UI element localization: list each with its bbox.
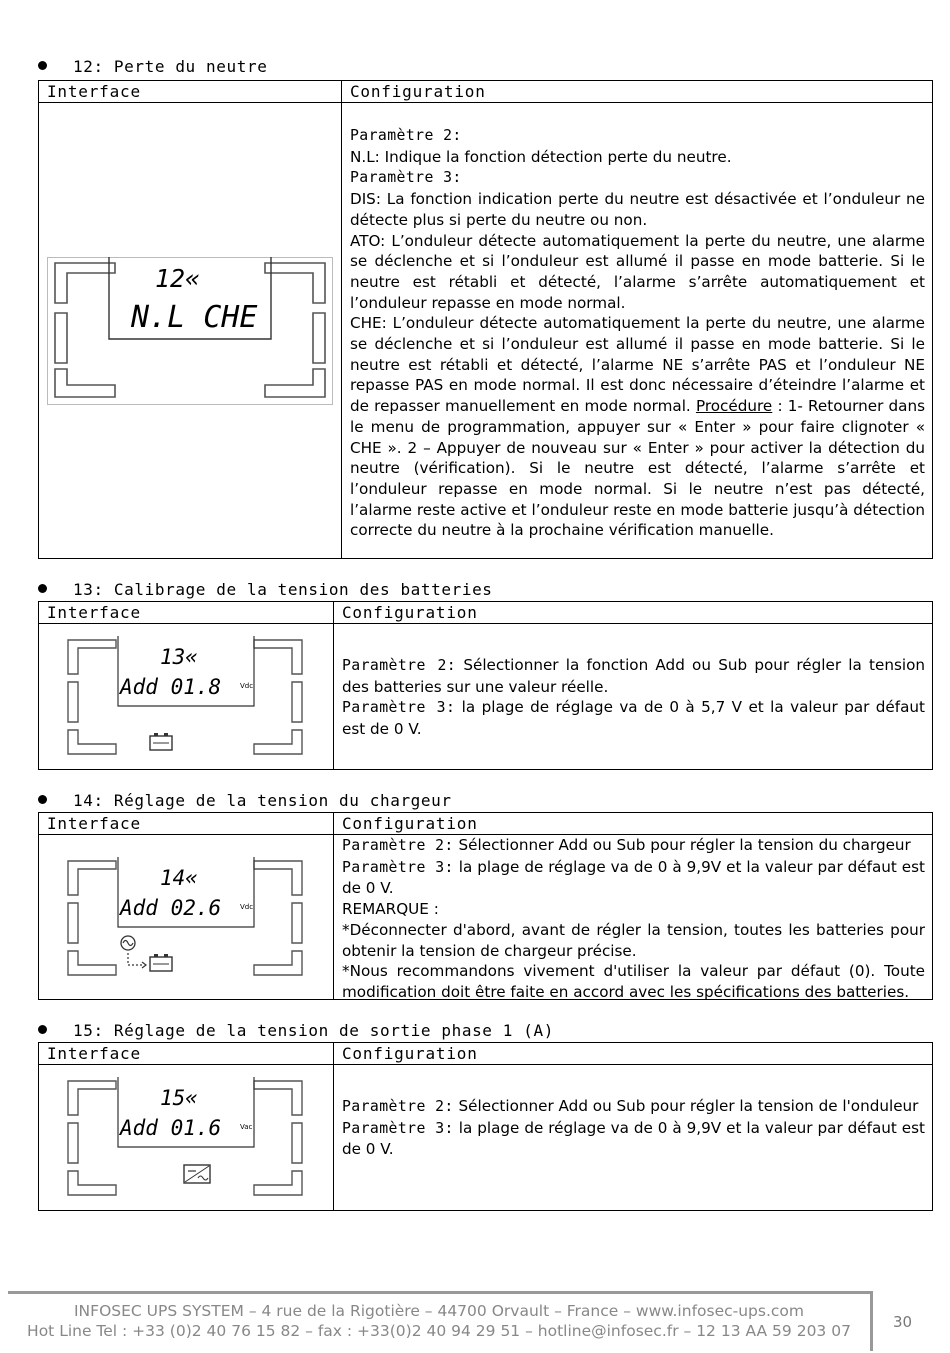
column-header-configuration: Configuration xyxy=(350,82,486,101)
column-header-interface: Interface xyxy=(47,1044,141,1063)
lcd-display xyxy=(64,636,306,760)
battery-icon xyxy=(150,954,172,971)
lcd-value: N.L CHE xyxy=(131,300,258,335)
config-table xyxy=(38,812,933,1000)
inverter-icon xyxy=(184,1165,210,1183)
section-heading: 13: Calibrage de la tension des batteries xyxy=(38,580,493,599)
bullet-icon xyxy=(38,795,47,804)
lcd-value: Add 02.6 xyxy=(120,896,222,920)
lcd-code: 15« xyxy=(160,1086,198,1110)
bullet-icon xyxy=(38,61,47,70)
config-table xyxy=(38,1042,933,1211)
column-header-configuration: Configuration xyxy=(342,1044,478,1063)
footer-divider-vertical xyxy=(870,1291,873,1351)
config-table xyxy=(38,80,933,559)
procedure-label: Procédure xyxy=(695,397,773,416)
column-header-configuration: Configuration xyxy=(342,603,478,622)
configuration-text: Paramètre 2: Sélectionner Add ou Sub pour régler la tension de l'onduleur Paramètre 3: la plage de réglage va de 0 à 9,9V et la valeur par défaut est de 0 V. xyxy=(342,1097,926,1159)
lcd-display xyxy=(47,257,333,405)
lcd-display xyxy=(64,1077,306,1201)
lcd-code: 13« xyxy=(160,645,198,669)
lcd-code: 14« xyxy=(160,866,198,890)
config-table xyxy=(38,601,933,770)
section-heading: 12: Perte du neutre xyxy=(38,57,267,76)
configuration-text: Paramètre 2: N.L: Indique la fonction détection perte du neutre. Paramètre 3: DIS: La fonction indication perte du neutre est désactivée et l’onduleur ne détecte plus si perte du neutre ou non. ATO: L’onduleur détecte automatiquement la perte du neutre, une alarme se déclenche et si l’onduleur est allumé il passe en mode batterie. Si le neutre est rétabli et détecté, l’alarme s’arrête automatiquement et l’onduleur repasse en mode normal. CHE: L’onduleur détecte automatiquement la perte du neutre, une alarme se déclenche et si l’onduleur est allumé il passe en mode batterie. Si le neutre est rétabli et détecté, l’alarme NE s’arrête PAS et l’onduleur NE repasse PAS en mode normal. Il est donc nécessaire d’éteindre l’alarme et de repasser manuellement en mode normal. Procédure : 1- Retourner dans le menu de programmation, appuyer sur « Enter » pour faire clignoter « CHE ». 2 – Appuyer de nouveau sur « Enter » pour activer la détection du neutre (vérification). Si le neutre est détecté, l’alarme s’arrête et l’onduleur repasse en mode normal. Si le neutre n’est pas détecté, l’alarme reste active et l’onduleur reste en mode batterie jusqu’à détection correcte du neutre à la prochaine vérification manuelle. xyxy=(350,127,925,540)
footer-address: INFOSEC UPS SYSTEM – 4 rue de la Rigotière – 44700 Orvault – France – www.infosec-ups.com xyxy=(73,1302,804,1320)
lcd-display xyxy=(64,857,306,981)
column-header-configuration: Configuration xyxy=(342,814,478,833)
ac-input-icon xyxy=(121,936,146,968)
battery-icon xyxy=(150,733,172,750)
section-heading: 14: Réglage de la tension du chargeur xyxy=(38,791,452,810)
lcd-value: Add 01.8 xyxy=(120,675,222,699)
lcd-unit: Vdc xyxy=(240,682,254,690)
footer-divider xyxy=(8,1291,870,1294)
lcd-code: 12« xyxy=(155,264,201,293)
bullet-icon xyxy=(38,584,47,593)
column-header-interface: Interface xyxy=(47,814,141,833)
lcd-unit: Vac xyxy=(240,1123,253,1131)
configuration-text: Paramètre 2: Sélectionner la fonction Add ou Sub pour régler la tension des batteries sur une valeur réelle. Paramètre 3: la plage de réglage va de 0 à 5,7 V et la valeur par défaut est de 0 V. xyxy=(342,656,926,739)
configuration-text: Paramètre 2: Sélectionner Add ou Sub pour régler la tension du chargeur Paramètre 3: la plage de réglage va de 0 à 9,9V et la valeur par défaut est de 0 V. REMARQUE : *Déconnecter d'abord, avant de régler la tension, toutes les batteries pour obtenir la tension de chargeur précise. *Nous recommandons vivement d'utiliser la valeur par défaut (0). Toute modification doit être faite en accord avec les spécifications des batteries. xyxy=(342,836,926,1001)
lcd-unit: Vdc xyxy=(240,903,254,911)
footer-contact: Hot Line Tel : +33 (0)2 40 76 15 82 – fax : +33(0)2 40 94 29 51 – hotline@infosec.fr – 12 13 AA 59 203 07 xyxy=(27,1322,851,1340)
column-header-interface: Interface xyxy=(47,603,141,622)
page-number: 30 xyxy=(893,1313,913,1331)
lcd-value: Add 01.6 xyxy=(120,1116,222,1140)
bullet-icon xyxy=(38,1025,47,1034)
section-heading: 15: Réglage de la tension de sortie phase 1 (A) xyxy=(38,1021,554,1040)
column-header-interface: Interface xyxy=(47,82,141,101)
